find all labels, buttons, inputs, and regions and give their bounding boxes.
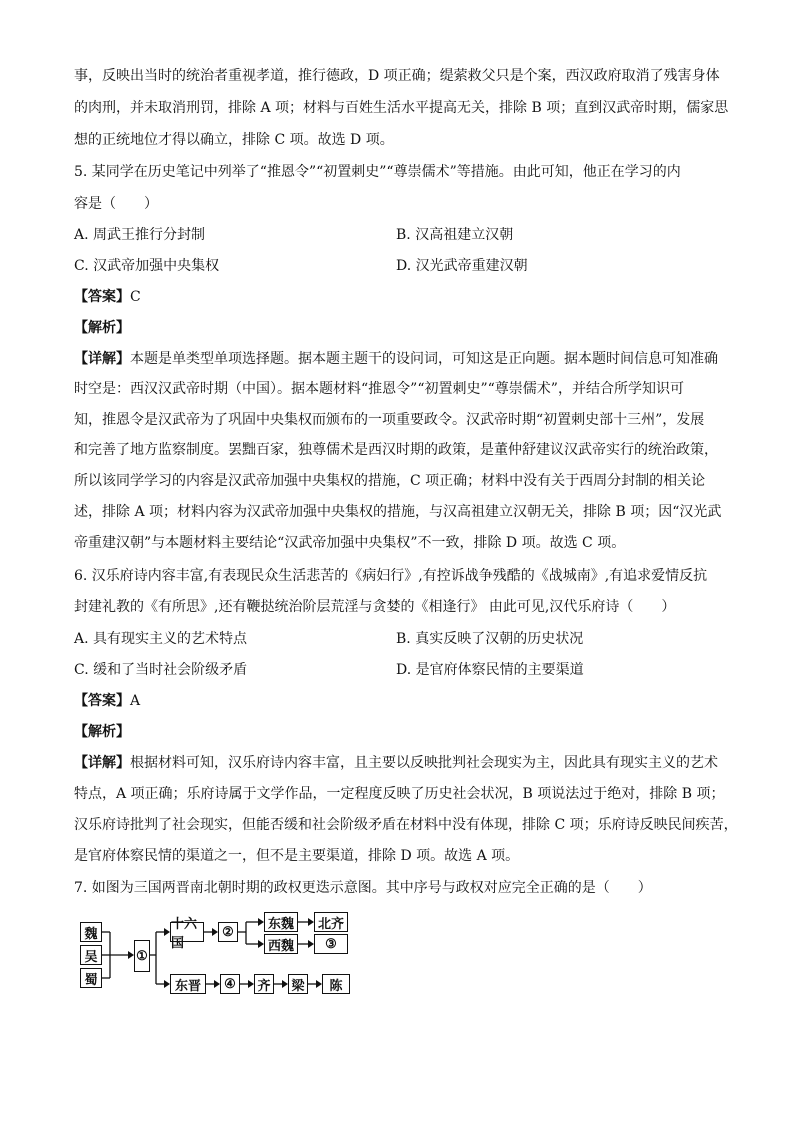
q5-answer-tag: 【答案】	[74, 289, 130, 305]
q5-detail-line-7: 帝重建汉朝”与本题材料主要结论“汉武帝加强中央集权”不一致，排除 D 项。故选 C 项。	[74, 535, 626, 551]
box-sixteen-kingdoms: 十六国	[170, 922, 204, 942]
q5-analysis-tag	[74, 318, 130, 338]
q5-detail-line-4: 和完善了地方监察制度。罢黜百家，独尊儒术是西汉时期的政策，是董仲舒建议汉武帝实行的统治政策，	[74, 442, 718, 458]
q6-detail-line-4: 是官府体察民情的渠道之一，但不是主要渠道，排除 D 项。故选 A 项。	[74, 848, 520, 864]
box-beiqi: 北齐	[314, 912, 348, 932]
q5-stem-line-1: 5. 某同学在历史笔记中列举了“推恩令”“初置刺史”“尊崇儒术”等措施。由此可知，他正在学习的内	[74, 164, 681, 180]
box-shu: 蜀	[80, 968, 102, 988]
box-liang: 梁	[288, 974, 308, 994]
q5-answer	[74, 287, 141, 307]
box-xiwei: 西魏	[264, 934, 298, 954]
q6-detail-line-3: 汉乐府诗批判了社会现实，但能否缓和社会阶级矛盾在材料中没有体现，排除 C 项；乐府诗反映民间疾苦，	[74, 817, 738, 833]
box-chen: 陈	[322, 974, 350, 994]
q5-stem-line-2: 容是（ ）	[74, 196, 158, 212]
regime-succession-diagram	[76, 910, 366, 1002]
q5-detail-line-5: 所以该同学学习的内容是汉武帝加强中央集权的措施，C 项正确；材料中没有关于西周分封制的相关论	[74, 473, 706, 489]
box-wei: 魏	[80, 922, 102, 942]
q6-answer-tag: 【答案】	[74, 693, 130, 709]
box-number-2: ②	[218, 922, 238, 942]
prev-analysis-line-1: 事，反映出当时的统治者重视孝道，推行德政，D 项正确；缇萦救父只是个案，西汉政府取消了残害身体	[74, 68, 720, 84]
q5-option-c: C. 汉武帝加强中央集权	[74, 258, 220, 274]
q5-detail-line-6: 述，排除 A 项；材料内容为汉武帝加强中央集权的措施，与汉高祖建立汉朝无关，排除 B 项；因“汉光武	[74, 504, 722, 520]
q5-option-b: B. 汉高祖建立汉朝	[396, 227, 514, 243]
box-number-1: ①	[134, 940, 150, 972]
q5-detail-tag: 【详解】	[74, 351, 130, 367]
q6-answer-value: A	[130, 693, 141, 709]
q7-stem: 7. 如图为三国两晋南北朝时期的政权更迭示意图。其中序号与政权对应完全正确的是（ ）	[74, 880, 652, 896]
box-dongwei: 东魏	[264, 912, 298, 932]
q5-detail-line-1	[74, 349, 718, 369]
q5-detail-line-2: 时空是：西汉汉武帝时期（中国）。据本题材料“推恩令”“初置刺史”“尊崇儒术”，并结合所学知识可	[74, 381, 684, 397]
q6-stem-line-2: 封建礼教的《有所思》,还有鞭挞统治阶层荒淫与贪婪的《相逢行》 由此可见,汉代乐府诗（ ）	[74, 599, 676, 615]
prev-analysis-line-3: 想的正统地位才得以确立，排除 C 项。故选 D 项。	[74, 132, 394, 148]
box-number-4: ④	[220, 974, 240, 994]
q6-analysis-label: 【解析】	[74, 724, 130, 740]
box-qi: 齐	[254, 974, 274, 994]
q6-option-d: D. 是官府体察民情的主要渠道	[396, 662, 584, 678]
box-wu: 吴	[80, 945, 102, 965]
q5-answer-value: C	[130, 289, 141, 305]
q6-detail-tag: 【详解】	[74, 755, 130, 771]
q6-option-a: A. 具有现实主义的艺术特点	[74, 631, 248, 647]
box-dongjin: 东晋	[170, 974, 206, 994]
q6-option-c: C. 缓和了当时社会阶级矛盾	[74, 662, 248, 678]
q6-detail-line-1	[74, 753, 718, 773]
q5-option-a: A. 周武王推行分封制	[74, 227, 206, 243]
q5-analysis-label: 【解析】	[74, 320, 130, 336]
q6-option-b: B. 真实反映了汉朝的历史状况	[396, 631, 584, 647]
q6-detail-line-2: 特点，A 项正确；乐府诗属于文学作品，一定程度反映了历史社会状况，B 项说法过于绝对，排除 B 项；	[74, 786, 725, 802]
q6-stem-line-1: 6. 汉乐府诗内容丰富,有表现民众生活悲苦的《病妇行》,有控诉战争残酷的《战城南》,有追求爱情反抗	[74, 568, 708, 584]
q6-detail-text-1: 根据材料可知，汉乐府诗内容丰富，且主要以反映批判社会现实为主，因此具有现实主义的艺术	[130, 755, 718, 771]
q6-answer	[74, 691, 140, 711]
box-number-3: ③	[314, 934, 348, 954]
q5-option-d: D. 汉光武帝重建汉朝	[396, 258, 528, 274]
prev-analysis-line-2: 的肉刑，并未取消刑罚，排除 A 项；材料与百姓生活水平提高无关，排除 B 项；直到汉武帝时期，儒家思	[74, 100, 729, 116]
q6-analysis-tag	[74, 722, 130, 742]
q5-detail-text-1: 本题是单类型单项选择题。据本题主题干的设问词，可知这是正向题。据本题时间信息可知准确	[130, 351, 718, 367]
q5-detail-line-3: 知，推恩令是汉武帝为了巩固中央集权而颁布的一项重要政令。汉武帝时期“初置刺史部十三州”，发展	[74, 412, 705, 428]
